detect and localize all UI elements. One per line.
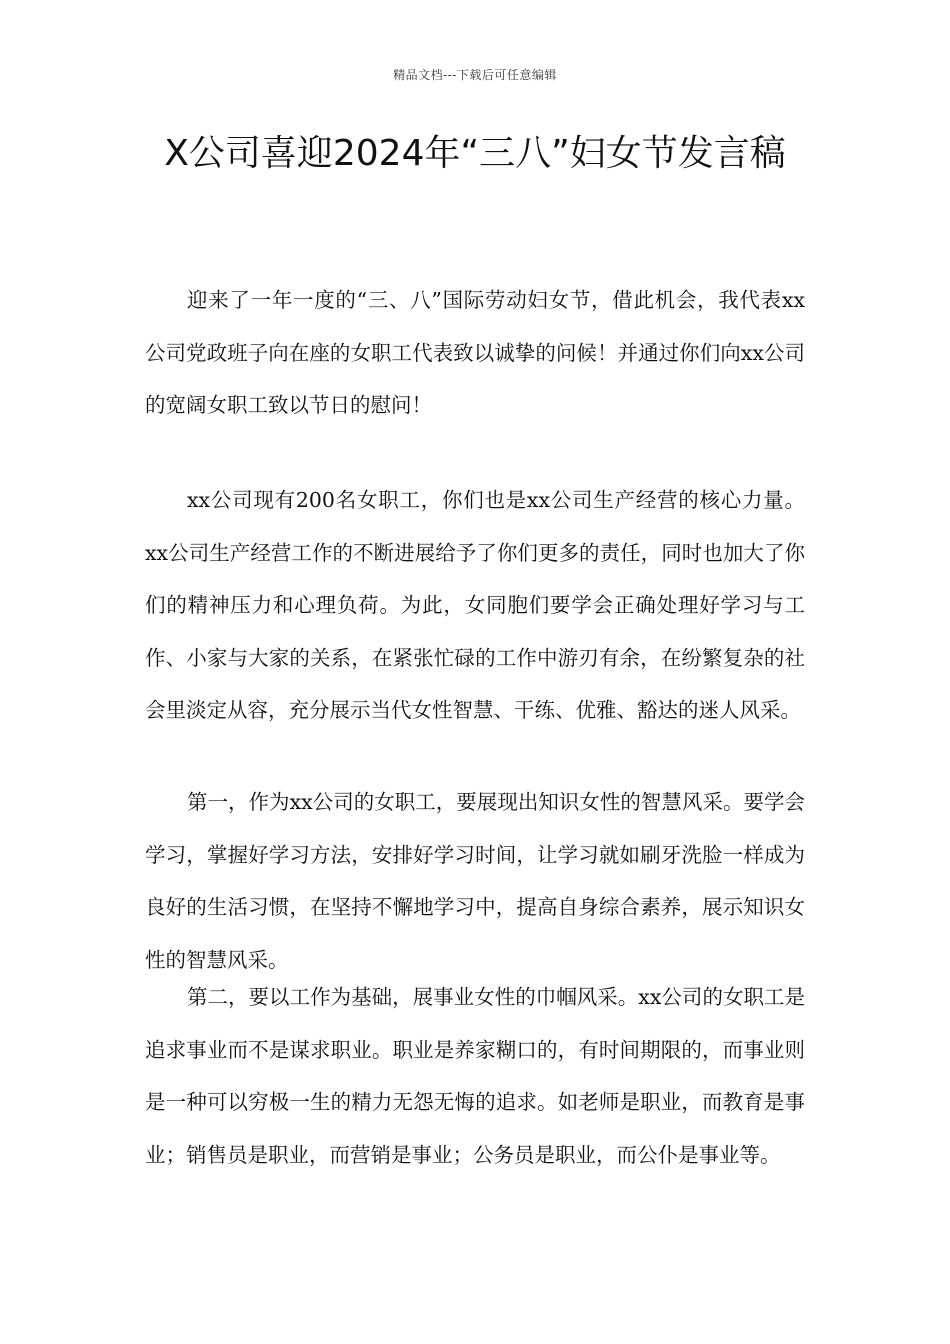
document-title: X公司喜迎2024年“三八”妇女节发言稿 [164, 133, 786, 174]
paragraph-point-one: 第一，作为xx公司的女职工，要展现出知识女性的智慧风采。要学会学习，掌握好学习方法，安排好学习时间，让学习就如刷牙洗脸一样成为良好的生活习惯，在坚持不懈地学习中，提高自身综合素养，展示知识女性的智慧风采。 [145, 790, 805, 972]
paragraph-greeting: 迎来了一年一度的“三、八”国际劳动妇女节，借此机会，我代表xx公司党政班子向在座的女职工代表致以诚挚的问候！并通过你们向xx公司的宽阔女职工致以节日的慰问！ [145, 288, 805, 417]
paragraph-overview: xx公司现有200名女职工，你们也是xx公司生产经营的核心力量。xx公司生产经营工作的不断进展给予了你们更多的责任，同时也加大了你们的精神压力和心理负荷。为此，女同胞们要学会正确处理好学习与工作、小家与大家的关系，在紧张忙碌的工作中游刃有余，在纷繁复杂的社会里淡定从容，充分展示当代女性智慧、干练、优雅、豁达的迷人风采。 [145, 488, 805, 722]
header-note: 精品文档---下载后可任意编辑 [393, 68, 557, 82]
paragraph-point-two: 第二，要以工作为基础，展事业女性的巾帼风采。xx公司的女职工是追求事业而不是谋求职业。职业是养家糊口的，有时间期限的，而事业则是一种可以穷极一生的精力无怨无悔的追求。如老师是职业，而教育是事业；销售员是职业，而营销是事业；公务员是职业，而公仆是事业等。 [145, 985, 805, 1167]
